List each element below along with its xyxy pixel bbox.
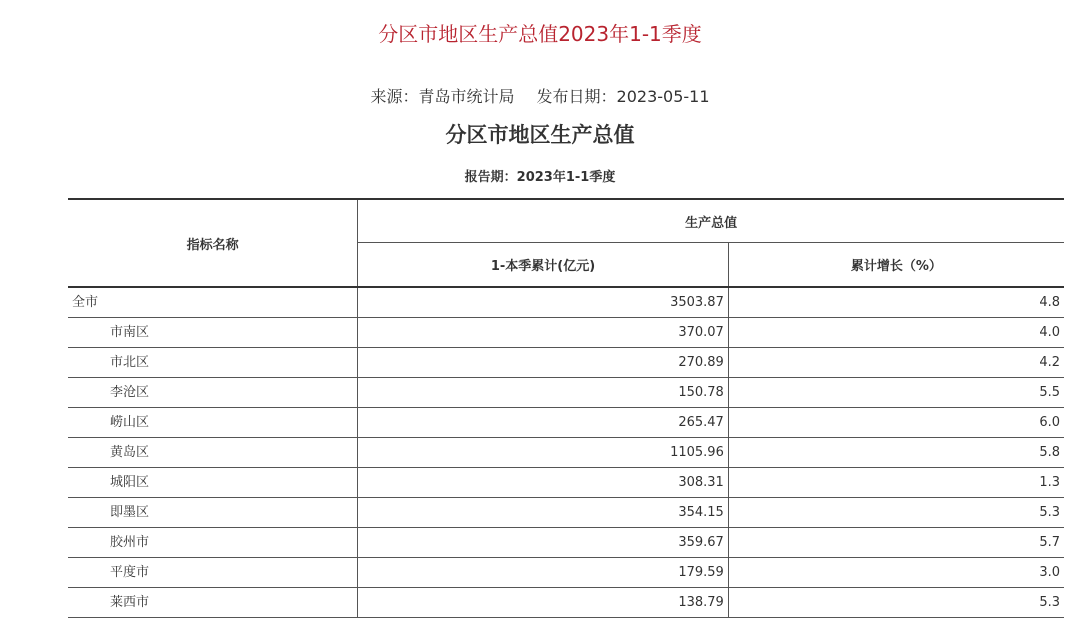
row-growth: 6.0 (728, 408, 1064, 438)
row-value: 265.47 (358, 408, 729, 438)
row-growth: 5.3 (728, 498, 1064, 528)
table-row (68, 287, 1064, 318)
header-cumulative: 1-本季累计(亿元) (358, 243, 729, 288)
row-name: 崂山区 (68, 408, 358, 438)
date-label: 发布日期： (536, 87, 617, 106)
table-row (68, 438, 1064, 468)
row-name: 市北区 (68, 348, 358, 378)
table-row (68, 588, 1064, 618)
row-name: 胶州市 (68, 528, 358, 558)
row-growth: 5.3 (728, 588, 1064, 618)
page-title: 分区市地区生产总值2023年1-1季度 (378, 22, 702, 46)
row-value: 370.07 (358, 318, 729, 348)
row-growth: 4.2 (728, 348, 1064, 378)
row-value: 150.78 (358, 378, 729, 408)
row-value: 138.79 (358, 588, 729, 618)
row-name: 平度市 (68, 558, 358, 588)
publication-meta (0, 86, 1080, 108)
source-value: 青岛市统计局 (418, 87, 515, 106)
table-row (68, 498, 1064, 528)
row-name: 莱西市 (68, 588, 358, 618)
row-name: 城阳区 (68, 468, 358, 498)
row-value: 270.89 (358, 348, 729, 378)
table-row (68, 378, 1064, 408)
header-gdp-group: 生产总值 (358, 199, 1064, 243)
row-name: 即墨区 (68, 498, 358, 528)
row-growth: 4.8 (728, 287, 1064, 318)
table-row (68, 348, 1064, 378)
header-growth: 累计增长（%） (728, 243, 1064, 288)
row-value: 3503.87 (358, 287, 729, 318)
row-value: 354.15 (358, 498, 729, 528)
date-value: 2023-05-11 (616, 87, 710, 106)
row-growth: 5.7 (728, 528, 1064, 558)
row-name: 市南区 (68, 318, 358, 348)
row-value: 1105.96 (358, 438, 729, 468)
row-name: 全市 (68, 287, 358, 318)
table-row (68, 468, 1064, 498)
row-growth: 5.5 (728, 378, 1064, 408)
row-value: 359.67 (358, 528, 729, 558)
table-row (68, 528, 1064, 558)
table-row (68, 558, 1064, 588)
table-row (68, 318, 1064, 348)
source-label: 来源： (370, 87, 419, 106)
gdp-table (68, 198, 1064, 618)
row-value: 179.59 (358, 558, 729, 588)
row-growth: 3.0 (728, 558, 1064, 588)
table-row (68, 408, 1064, 438)
report-period: 报告期：2023年1-1季度 (464, 170, 616, 185)
row-name: 李沧区 (68, 378, 358, 408)
row-value: 308.31 (358, 468, 729, 498)
row-growth: 1.3 (728, 468, 1064, 498)
table-title: 分区市地区生产总值 (445, 123, 635, 147)
row-name: 黄岛区 (68, 438, 358, 468)
row-growth: 4.0 (728, 318, 1064, 348)
header-indicator-name: 指标名称 (68, 199, 358, 287)
row-growth: 5.8 (728, 438, 1064, 468)
